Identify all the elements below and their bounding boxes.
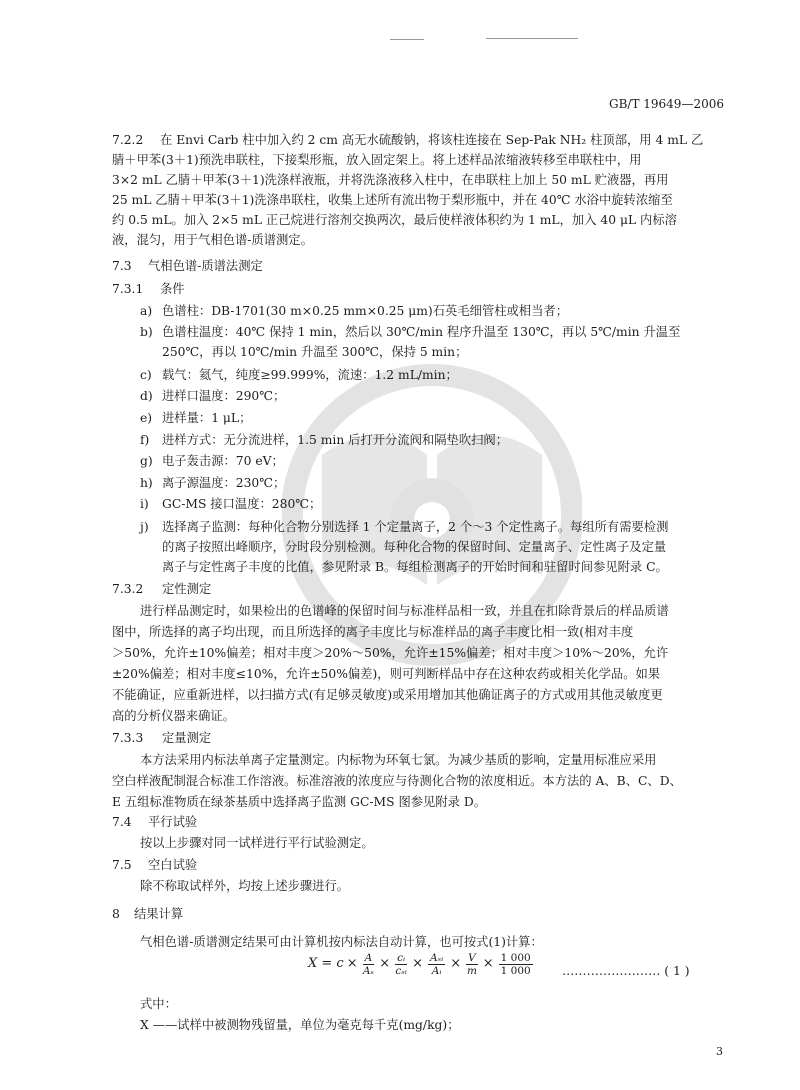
- paragraph-line: 腈＋甲苯(3＋1)预洗串联柱，下接梨形瓶，放入固定架上。将上述样品浓缩液转移至串联柱中，用: [112, 153, 642, 167]
- variable-definition: X ——试样中被测物残留量，单位为毫克每千克(mg/kg)；: [140, 1018, 460, 1032]
- paragraph-line: ±20%偏差；相对丰度≤10%，允许±50%偏差)，则可判断样品中存在这种农药或相关化学品。如果: [112, 667, 661, 681]
- paragraph-line: 图中，所选择的离子均出现，而且所选择的离子丰度比与标准样品的离子丰度比相一致(相对丰度: [112, 625, 634, 639]
- section-7-3-1-title: 条件: [160, 282, 185, 296]
- paragraph-line: 按以上步骤对同一试样进行平行试验测定。: [140, 836, 374, 850]
- formula-denominator: Aₛ: [362, 965, 374, 977]
- list-item: 载气：氦气，纯度≥99.999%，流速：1.2 mL/min；: [162, 368, 458, 382]
- header-mark: [486, 38, 578, 39]
- list-marker: j): [140, 520, 149, 534]
- formula-denominator: Aᵢ: [431, 965, 442, 977]
- section-7-3-3-number: 7.3.3: [112, 731, 144, 745]
- formula-numerator: 1 000: [500, 952, 531, 964]
- paragraph-line: 25 mL 乙腈＋甲苯(3＋1)洗涤串联柱，收集上述所有流出物于梨形瓶中，并在 40℃ 水浴中旋转浓缩至: [112, 193, 673, 207]
- paragraph-line: 3×2 mL 乙腈＋甲苯(3＋1)洗涤样液瓶，并将洗涤液移入柱中，在串联柱上加上 50 mL 贮液器，再用: [112, 173, 669, 187]
- list-item: 的离子按照出峰顺序，分时段分别检测。每种化合物的保留时间、定量离子、定性离子及定量: [162, 540, 667, 554]
- paragraph-line: E 五组标准物质在绿茶基质中选择离子监测 GC-MS 图参见附录 D。: [112, 795, 486, 809]
- list-marker: a): [140, 304, 153, 318]
- section-7-3-number: 7.3: [112, 259, 132, 273]
- list-item: 色谱柱：DB-1701(30 m×0.25 mm×0.25 μm)石英毛细管柱或相当者；: [162, 304, 568, 318]
- section-7-4-number: 7.4: [112, 815, 132, 829]
- formula-1: X = c × $\frac{A}{\text{Aₛ}}$ × $\frac{\text{cᵢ}}{\text{cₛᵢ}}$ × $\frac{\text{Aₛᵢ}}{\text{Aᵢ}}$ × $\frac{V}{m}$ × $\frac{1 000}{1 000}$: [308, 952, 531, 977]
- paragraph-line: 进行样品测定时，如果检出的色谱峰的保留时间与标准样品相一致，并且在扣除背景后的样品质谱: [140, 604, 669, 618]
- header-mark: [390, 39, 424, 40]
- list-item: 250℃，再以 10℃/min 升温至 300℃，保持 5 min；: [162, 345, 468, 359]
- list-marker: d): [140, 389, 153, 403]
- formula-numerator: Aₛᵢ: [430, 952, 444, 964]
- paragraph-line: 除不称取试样外，均按上述步骤进行。: [140, 879, 350, 893]
- list-item: 离子源温度：230℃；: [162, 476, 286, 490]
- section-7-3-3-title: 定量测定: [162, 731, 212, 745]
- list-item: 进样方式：无分流进样，1.5 min 后打开分流阀和隔垫吹扫阀；: [162, 433, 509, 447]
- page-number: 3: [716, 1045, 723, 1058]
- list-item: 进样量：1 μL；: [162, 411, 252, 425]
- list-marker: c): [140, 368, 152, 382]
- list-item: 进样口温度：290℃；: [162, 389, 286, 403]
- list-item: 选择离子监测：每种化合物分别选择 1 个定量离子，2 个～3 个定性离子。每组所有需要检测: [162, 520, 669, 534]
- formula-denominator: 1 000: [500, 965, 531, 977]
- list-marker: e): [140, 411, 153, 425]
- section-7-3-1-number: 7.3.1: [112, 282, 144, 296]
- section-7-3-2-number: 7.3.2: [112, 582, 144, 596]
- list-item: 电子轰击源：70 eV；: [162, 454, 284, 468]
- list-item: 离子与定性离子丰度的比值，参见附录 B。每组检测离子的开始时间和驻留时间参见附录 C。: [162, 560, 668, 574]
- section-7-4-title: 平行试验: [148, 815, 198, 829]
- formula-numerator: cᵢ: [397, 952, 406, 964]
- list-marker: b): [140, 325, 153, 339]
- paragraph-line: 空白样液配制混合标准工作溶液。标准溶液的浓度应与待测化合物的浓度相近。本方法的 A、B、C、D、: [112, 774, 682, 788]
- equation-number: …………………… ( 1 ): [562, 964, 690, 978]
- paragraph-line: 气相色谱-质谱测定结果可由计算机按内标法自动计算，也可按式(1)计算：: [140, 935, 543, 949]
- list-marker: g): [140, 454, 153, 468]
- list-item: 色谱柱温度：40℃ 保持 1 min，然后以 30℃/min 程序升温至 130℃，再以 5℃/min 升温至: [162, 325, 681, 339]
- formula-denominator: m: [466, 965, 477, 977]
- section-8-title: 结果计算: [134, 907, 184, 921]
- paragraph-line: 不能确证，应重新进样，以扫描方式(有足够灵敏度)或采用增加其他确证离子的方式或用其他灵敏度更: [112, 688, 663, 702]
- paragraph-line: 本方法采用内标法单离子定量测定。内标物为环氧七氯。为减少基质的影响，定量用标准应采用: [140, 753, 657, 767]
- section-7-3-2-title: 定性测定: [162, 582, 212, 596]
- formula-numerator: V: [468, 952, 476, 964]
- paragraph-line: ＞50%，允许±10%偏差；相对丰度＞20%～50%，允许±15%偏差；相对丰度＞10%～20%，允许: [112, 646, 669, 660]
- list-item: GC-MS 接口温度：280℃；: [162, 497, 322, 511]
- formula-lhs: X = c: [308, 956, 344, 972]
- section-7-5-title: 空白试验: [148, 858, 198, 872]
- paragraph-line: 约 0.5 mL。加入 2×5 mL 正己烷进行溶剂交换两次，最后使样液体积约为 1 mL，加入 40 μL 内标溶: [112, 213, 677, 227]
- list-marker: h): [140, 476, 153, 490]
- formula-denominator: cₛᵢ: [395, 965, 407, 977]
- where-label: 式中：: [140, 997, 177, 1011]
- formula-numerator: A: [364, 952, 373, 964]
- section-8-number: 8: [112, 907, 120, 921]
- list-marker: f): [140, 433, 150, 447]
- paragraph-line: 液，混匀，用于气相色谱-质谱测定。: [112, 233, 313, 247]
- section-7-3-title: 气相色谱-质谱法测定: [148, 259, 263, 273]
- standard-code: GB/T 19649—2006: [609, 97, 724, 111]
- section-7-2-2-number: 7.2.2: [112, 133, 144, 147]
- section-7-5-number: 7.5: [112, 858, 132, 872]
- paragraph-line: 高的分析仪器来确证。: [112, 709, 235, 723]
- paragraph-line: 在 Envi Carb 柱中加入约 2 cm 高无水硫酸钠，将该柱连接在 Sep-Pak NH₂ 柱顶部，用 4 mL 乙: [160, 133, 704, 147]
- list-marker: i): [140, 497, 149, 511]
